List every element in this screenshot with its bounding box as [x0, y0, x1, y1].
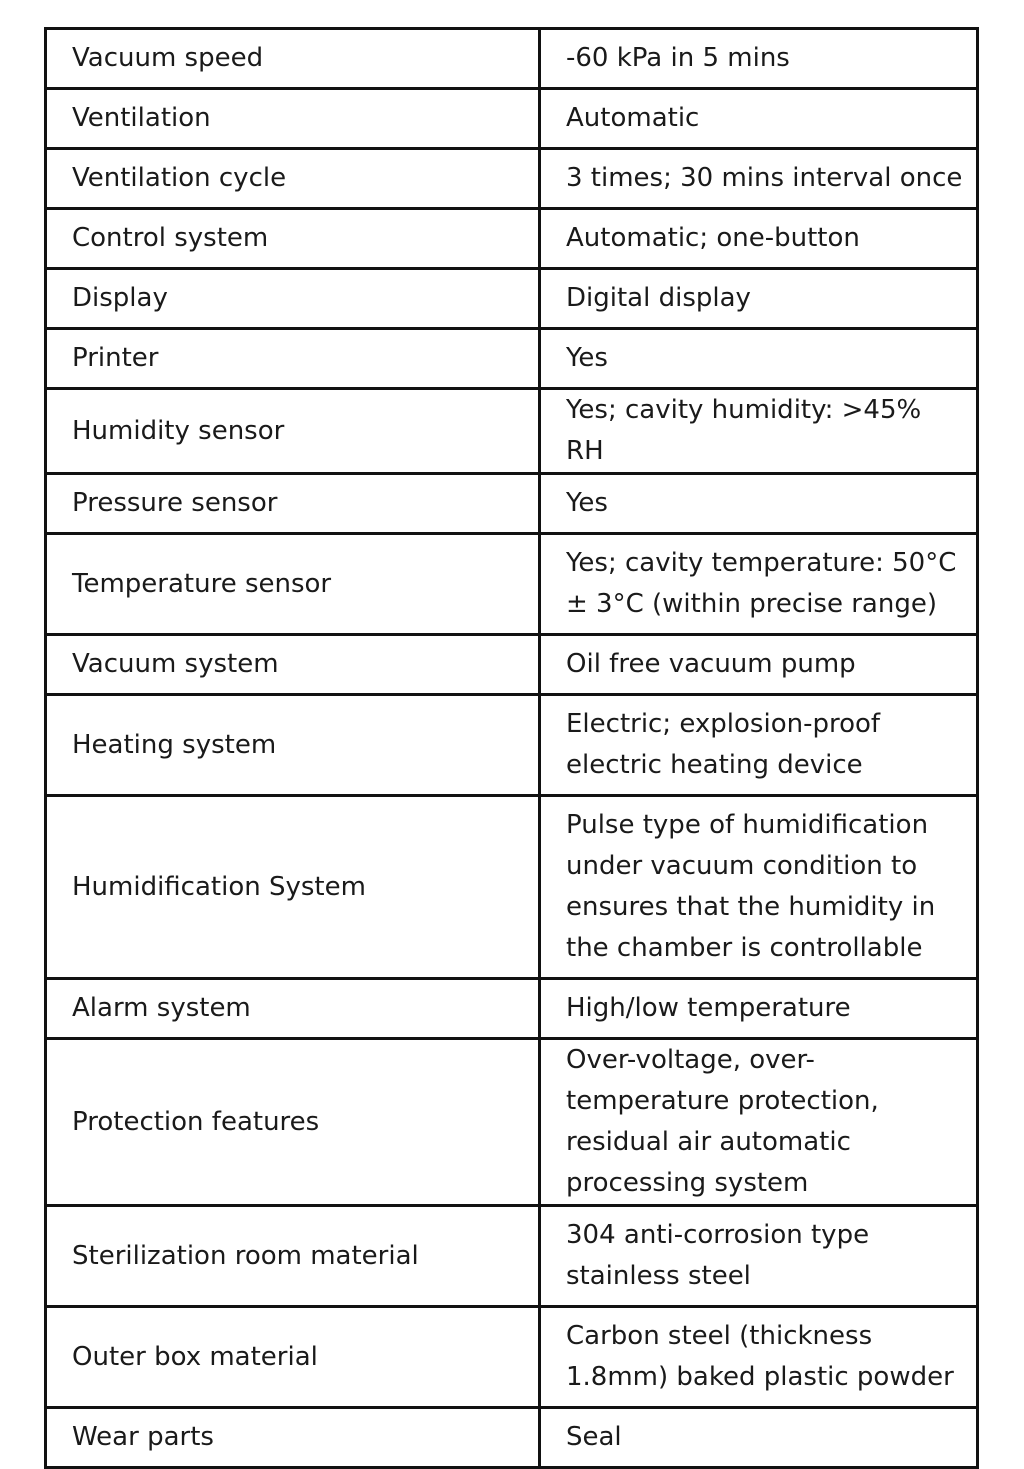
table-row — [46, 149, 978, 209]
row-value: Carbon steel (thickness 1.8mm) baked plastic powder — [540, 1307, 978, 1408]
row-value: 304 anti-corrosion type stainless steel — [540, 1206, 978, 1307]
row-label: Vacuum speed — [46, 29, 540, 89]
table-row — [46, 1039, 978, 1206]
row-label: Temperature sensor — [46, 534, 540, 635]
table-row — [46, 389, 978, 474]
table-row — [46, 209, 978, 269]
row-label: Wear parts — [46, 1408, 540, 1468]
table-row — [46, 534, 978, 635]
table-row — [46, 979, 978, 1039]
table-row — [46, 474, 978, 534]
row-label: Ventilation — [46, 89, 540, 149]
row-label: Protection features — [46, 1039, 540, 1206]
table-row — [46, 1408, 978, 1468]
row-label: Humidity sensor — [46, 389, 540, 474]
table-row — [46, 695, 978, 796]
table-row — [46, 29, 978, 89]
row-label: Ventilation cycle — [46, 149, 540, 209]
row-value: -60 kPa in 5 mins — [540, 29, 978, 89]
row-value: High/low temperature — [540, 979, 978, 1039]
row-label: Control system — [46, 209, 540, 269]
row-value: Seal — [540, 1408, 978, 1468]
row-value: Pulse type of humidification under vacuum condition to ensures that the humidity in the chamber is controllable — [540, 796, 978, 979]
specification-table-body — [46, 29, 978, 1468]
row-label: Vacuum system — [46, 635, 540, 695]
table-row — [46, 269, 978, 329]
row-value: Automatic — [540, 89, 978, 149]
table-row — [46, 1206, 978, 1307]
row-value: Automatic; one-button — [540, 209, 978, 269]
row-value: Yes — [540, 474, 978, 534]
row-value: Oil free vacuum pump — [540, 635, 978, 695]
row-value: Electric; explosion-proof electric heating device — [540, 695, 978, 796]
specification-table — [44, 27, 979, 1469]
row-label: Alarm system — [46, 979, 540, 1039]
row-value: Yes — [540, 329, 978, 389]
row-value: Yes; cavity humidity: >45% RH — [540, 389, 978, 474]
row-label: Humidification System — [46, 796, 540, 979]
table-row — [46, 89, 978, 149]
row-label: Display — [46, 269, 540, 329]
table-row — [46, 329, 978, 389]
row-value: Yes; cavity temperature: 50°C ± 3°C (within precise range) — [540, 534, 978, 635]
table-row — [46, 796, 978, 979]
row-value: 3 times; 30 mins interval once — [540, 149, 978, 209]
table-row — [46, 635, 978, 695]
row-value: Over-voltage, over-temperature protection, residual air automatic processing system — [540, 1039, 978, 1206]
row-label: Printer — [46, 329, 540, 389]
row-label: Outer box material — [46, 1307, 540, 1408]
row-label: Sterilization room material — [46, 1206, 540, 1307]
row-label: Heating system — [46, 695, 540, 796]
row-value: Digital display — [540, 269, 978, 329]
row-label: Pressure sensor — [46, 474, 540, 534]
table-row — [46, 1307, 978, 1408]
